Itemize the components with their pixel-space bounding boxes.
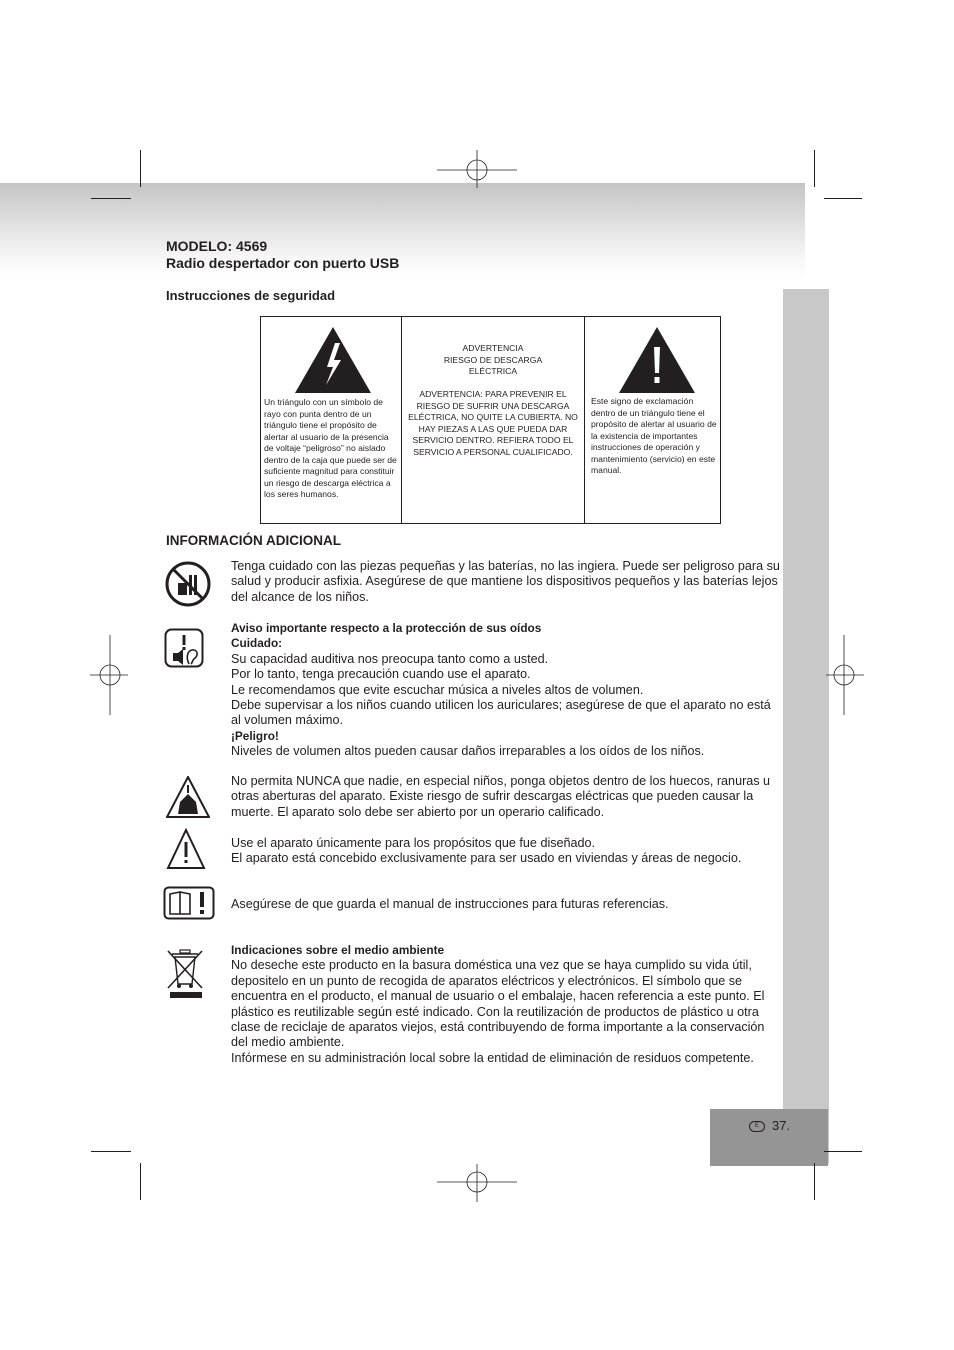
hand-shock-icon	[166, 776, 210, 818]
lightning-description: Un triángulo con un símbolo de rayo con punta dentro de un triángulo tiene el propósito de alertar al usuario de la presencia de voltaje “peligroso” no aislado dentro de la caja que puede ser de suficiente magnitud para constituir un riesgo de descarga eléctrica a los seres humanos.	[264, 397, 397, 499]
lightning-cell	[261, 317, 401, 523]
hearing-line-1: Su capacidad auditiva nos preocupa tanto como a usted.	[231, 651, 549, 666]
warning-triangle-icon	[166, 828, 206, 870]
registration-mark-top	[437, 150, 517, 190]
intended-use-line-2: El aparato está concebido exclusivamente para ser usado en viviendas y áreas de negocio.	[231, 851, 742, 866]
page-number-box	[710, 1109, 828, 1166]
hearing-line-3: Le recomendamos que evite escuchar música a niveles altos de volumen.	[231, 682, 644, 697]
warning-line-2: RIESGO DE DESCARGA	[443, 354, 543, 365]
hearing-line-4: Debe supervisar a los niños cuando utilicen los auriculares; asegúrese de que el aparato no está al volumen máximo.	[231, 698, 771, 728]
hearing-heading: Aviso importante respecto a la protección de sus oídos	[231, 621, 542, 635]
ear-warning-icon	[164, 628, 204, 668]
lightning-triangle-icon	[295, 327, 371, 393]
objects-warning: No permita NUNCA que nadie, en especial niños, ponga objetos dentro de los huecos, ranuras u otras aberturas del aparato. Existe riesgo de sufrir descargas eléctricas que pueden causar la muerte. El aparato solo debe ser abierto por un operario calificado.	[231, 774, 771, 819]
warning-header	[402, 343, 584, 378]
exclamation-triangle-icon	[619, 327, 695, 393]
exclamation-description: Este signo de exclamación dentro de un triángulo tiene el propósito de alertar al usuario de la existencia de importantes instrucciones de operación y mantenimiento (servicio) en este manual.	[591, 396, 717, 475]
page-title	[166, 238, 399, 272]
intended-use-line-1: Use el aparato únicamente para los propósitos que fue diseñado.	[231, 836, 596, 850]
warning-body: ADVERTENCIA: PARA PREVENIR EL RIESGO DE SUFRIR UNA DESCARGA ELÉCTRICA, NO QUITE LA CUBIERTA. NO HAY PIEZAS A LAS QUE PUEDA DAR SERVICIO DENTRO. REFIERA TODO EL SERVICIO A PERSONAL CUALIFICADO.	[408, 389, 578, 457]
page-number: 37.	[772, 1118, 791, 1133]
environment-last-line: Infórmese en su administración local sobre la entidad de eliminación de residuos competente.	[231, 1050, 754, 1065]
exclamation-cell	[585, 317, 721, 523]
safety-warning-table	[260, 316, 721, 524]
warning-text-cell	[402, 317, 584, 523]
language-badge: E	[749, 1121, 765, 1132]
hearing-line-5: Niveles de volumen altos pueden causar daños irreparables a los oídos de los niños.	[231, 744, 705, 759]
safety-title: Instrucciones de seguridad	[166, 288, 336, 303]
small-parts-warning: Tenga cuidado con las piezas pequeñas y las baterías, no las ingiera. Puede ser peligroso para su salud y producir asfixia. Asegúrese de que mantiene los dispositivos pequeños y las baterías lejos del alcance de los niños.	[231, 559, 780, 604]
warning-line-1: ADVERTENCIA	[462, 343, 524, 353]
manual-book-icon	[163, 886, 215, 920]
model-label: MODELO: 4569	[166, 238, 268, 254]
hearing-protection-section	[231, 621, 783, 760]
recycle-bin-icon	[166, 948, 206, 1000]
environment-heading: Indicaciones sobre el medio ambiente	[231, 943, 445, 957]
registration-mark-right	[824, 635, 864, 715]
info-title: INFORMACIÓN ADICIONAL	[166, 533, 341, 548]
registration-mark-bottom	[437, 1162, 517, 1202]
hearing-line-2: Por lo tanto, tenga precaución cuando use el aparato.	[231, 667, 531, 682]
no-swallow-icon	[165, 561, 211, 607]
side-tab	[783, 289, 829, 1164]
environment-section	[231, 943, 783, 1066]
keep-manual-note: Asegúrese de que guarda el manual de instrucciones para futuras referencias.	[231, 897, 669, 911]
warning-line-3: ELÉCTRICA	[468, 366, 518, 376]
hearing-danger-label: ¡Peligro!	[231, 728, 279, 743]
intended-use-section	[231, 836, 783, 867]
registration-mark-left	[90, 635, 130, 715]
product-name: Radio despertador con puerto USB	[166, 255, 400, 271]
hearing-caution-label: Cuidado:	[231, 636, 283, 651]
environment-body: No deseche este producto en la basura doméstica una vez que se haya cumplido su vida útil, depositelo en un punto de recogida de aparatos eléctricos y electrónicos. El símbolo que se encuentra en el producto, el manual de usuario o el embalaje, hacen referencia a este punto. El plástico es reutilizable según esté indicado. Con la reutilización de productos de plástico u otra clase de reciclaje de aparatos viejos, está contribuyendo de forma importante a la conservación del medio ambiente.	[231, 958, 765, 1050]
